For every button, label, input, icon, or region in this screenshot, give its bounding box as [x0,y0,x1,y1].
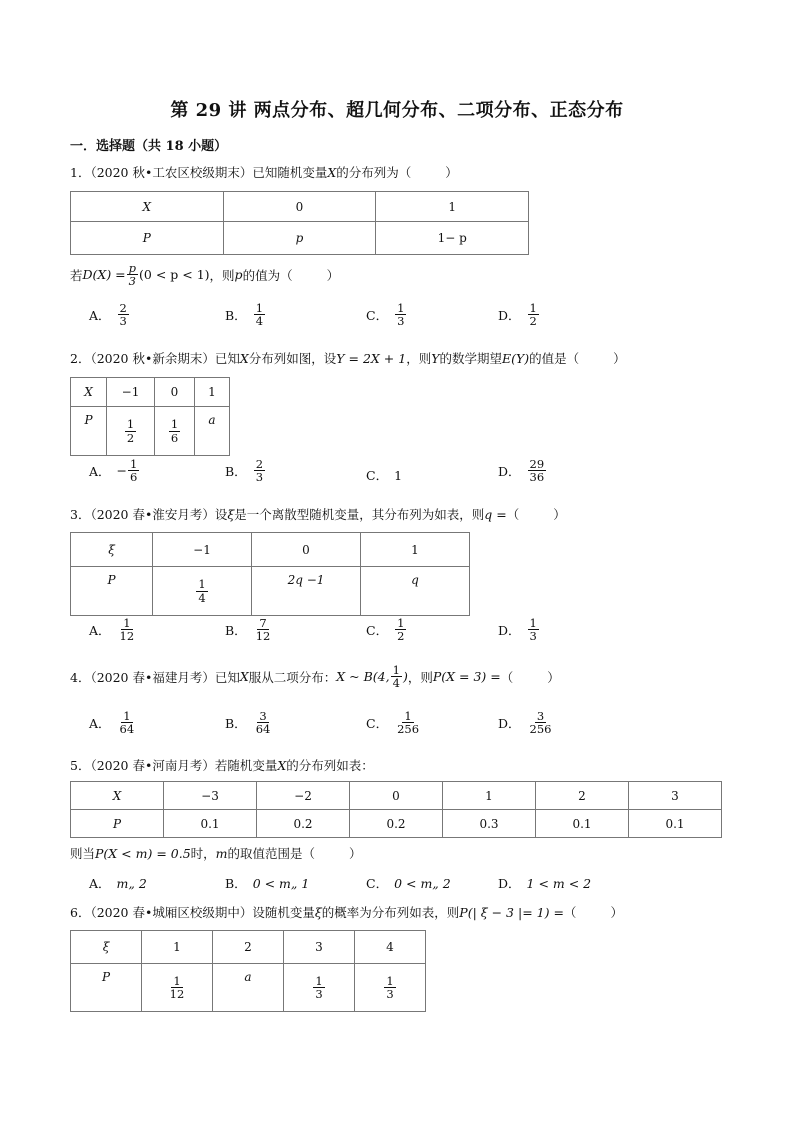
question-4-stem: 4．（2020 春•福建月考）已知 X 服从二项分布： X ~ B(4, $\frac{1}{4}$ ) ，则 P(X = 3) = （ ） [70,663,560,691]
section-heading: 一．选择题（共 18 小题） [70,139,228,154]
fraction: $\frac{1}{3}$ [529,616,537,644]
table-cell: 0.2 [350,810,443,838]
option-a[interactable]: A． $\frac{2}{3}$ [89,301,127,329]
table-cell: 1 [142,931,213,964]
table-cell: q [361,567,470,616]
question-5-condition: 则当P(X < m) = 0.5时，m的取值范围是（ ） [70,846,362,861]
table-cell: 1 [195,378,230,407]
table-cell: 0.2 [257,810,350,838]
table-cell: P [71,810,164,838]
table-cell: 4 [355,931,426,964]
question-1-stem: 1．（2020 秋•工农区校级期末）已知随机变量X的分布列为（ ） [70,165,458,180]
table-cell: X [71,378,107,407]
fraction: $\frac{1}{12}$ [119,616,135,644]
question-5-stem: 5．（2020 春•河南月考）若随机变量X的分布列如表： [70,758,374,773]
option-a[interactable]: A． $\frac{1}{12}$ [89,616,135,644]
table-cell: 0.1 [629,810,722,838]
table-cell: 0 [350,782,443,810]
fraction: $\frac{1}{256}$ [397,709,420,737]
table-cell: −2 [257,782,350,810]
table-cell: P [71,407,107,456]
table-cell [142,964,213,1012]
question-6-stem: 6．（2020 春•城厢区校级期中）设随机变量ξ的概率为分布列如表，则P(| ξ − 3 |= 1) =（ ） [70,905,623,920]
option-a[interactable]: A． $\frac{1}{64}$ [89,709,135,737]
fraction: $\frac{1}{6}$ [170,417,179,445]
table-cell: −1 [107,378,155,407]
table-cell: 2q −1 [252,567,361,616]
table-cell: P [71,567,153,616]
option-a[interactable]: A． − $\frac{1}{6}$ [89,457,138,485]
table-cell: 3 [629,782,722,810]
option-c[interactable]: C． $\frac{1}{2}$ [366,616,405,644]
option-d[interactable]: D． $\frac{1}{2}$ [498,301,537,329]
fraction: $\frac{1}{3}$ [315,973,323,1001]
fraction: $\frac{1}{2}$ [397,616,405,644]
page-title: 第 29 讲 两点分布、超几何分布、二项分布、正态分布 [170,100,624,121]
table-cell: 3 [284,931,355,964]
table-cell: 2 [536,782,629,810]
option-b[interactable]: B． 0 < m„ 1 [225,875,310,891]
question-3-stem: 3．（2020 春•淮安月考）设ξ是一个离散型随机变量，其分布列为如表，则q =（ ） [70,507,566,522]
option-d[interactable]: D． $\frac{29}{36}$ [498,457,545,485]
table-cell: a [195,407,230,456]
option-d[interactable]: D． $\frac{1}{3}$ [498,616,537,644]
option-a[interactable]: A． m„ 2 [89,875,147,891]
fraction: $\frac{1}{4}$ [392,663,400,691]
fraction: $\frac{1}{2}$ [126,417,135,445]
question-6-table [70,930,426,1012]
option-b[interactable]: B． $\frac{2}{3}$ [225,457,264,485]
fraction: $\frac{3}{64}$ [255,709,271,737]
question-5-table [70,781,722,838]
question-3-table [70,532,470,616]
table-cell: ξ [71,931,142,964]
question-1-table [70,191,529,255]
table-cell: 0 [223,192,376,222]
table-cell: 1 [443,782,536,810]
fraction: $\frac{1}{4}$ [255,301,264,329]
table-cell: 1 [361,533,470,567]
option-c[interactable]: C． $\frac{1}{3}$ [366,301,405,329]
table-cell: ξ [71,533,153,567]
option-c[interactable]: C． $\frac{1}{256}$ [366,709,420,737]
table-cell: 0 [252,533,361,567]
table-cell: 0.1 [164,810,257,838]
table-cell: P [71,964,142,1012]
table-cell: P [71,222,224,255]
option-b[interactable]: B． $\frac{3}{64}$ [225,709,271,737]
table-cell: X [71,782,164,810]
fraction: $\frac{1}{3}$ [397,301,405,329]
fraction: $\frac{1}{12}$ [169,973,185,1001]
fraction: $\frac{p}{3}$ [128,261,137,289]
table-cell: −1 [153,533,252,567]
fraction: $\frac{29}{36}$ [529,457,545,485]
option-d[interactable]: D． 1 < m < 2 [498,875,592,891]
fraction: $\frac{2}{3}$ [119,301,127,329]
fraction: $\frac{1}{6}$ [130,457,138,485]
table-cell: X [71,192,224,222]
option-b[interactable]: B． $\frac{7}{12}$ [225,616,271,644]
option-b[interactable]: B． $\frac{1}{4}$ [225,301,264,329]
table-cell [107,407,155,456]
fraction: $\frac{1}{64}$ [119,709,135,737]
table-cell: −3 [164,782,257,810]
fraction: $\frac{1}{3}$ [386,973,394,1001]
option-d[interactable]: D． $\frac{3}{256}$ [498,709,552,737]
fraction: $\frac{3}{256}$ [529,709,552,737]
table-cell: 0.1 [536,810,629,838]
fraction: $\frac{1}{2}$ [529,301,537,329]
table-cell: 0 [155,378,195,407]
fraction: $\frac{1}{4}$ [198,577,206,605]
option-c[interactable]: C． 0 < m„ 2 [366,875,451,891]
question-2-stem: 2．（2020 秋•新余期末）已知X分布列如图，设Y = 2X + 1，则Y的数学期望E(Y)的值是（ ） [70,351,626,366]
table-cell [155,407,195,456]
fraction: $\frac{2}{3}$ [255,457,264,485]
table-cell: a [213,964,284,1012]
question-2-table [70,377,230,456]
question-1-condition: 若 D(X) = $\frac{p}{3}$ (0 < p < 1) ，则 p 的值为（ ） [70,261,340,289]
table-cell [153,567,252,616]
table-cell: 0.3 [443,810,536,838]
table-cell: p [223,222,376,255]
table-cell: 1 [376,192,529,222]
table-cell: 2 [213,931,284,964]
table-cell [284,964,355,1012]
option-c[interactable]: C． 1 [366,467,403,483]
fraction: $\frac{7}{12}$ [255,616,271,644]
table-cell: 1− p [376,222,529,255]
table-cell [355,964,426,1012]
